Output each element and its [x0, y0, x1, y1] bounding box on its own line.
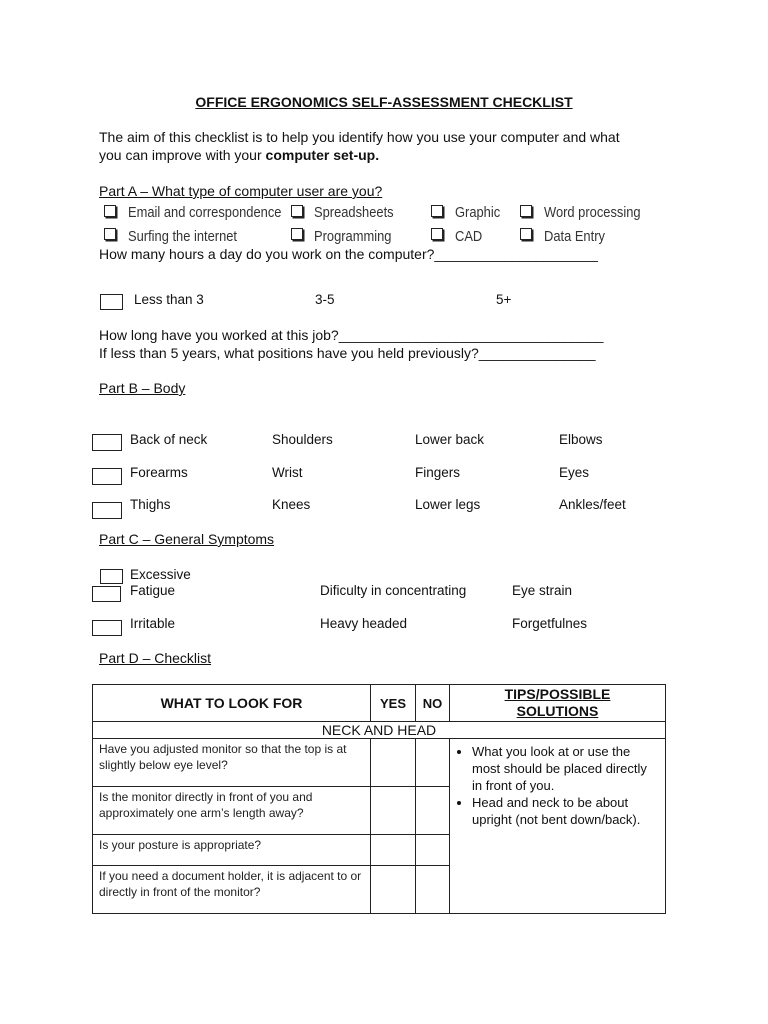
- yes-cell[interactable]: [371, 739, 416, 787]
- checkbox-surfing[interactable]: [104, 228, 116, 240]
- intro-line-1: The aim of this checklist is to help you identify how you use your computer and what: [99, 129, 620, 145]
- hours-less-than-3: Less than 3: [134, 292, 204, 307]
- section-row: [93, 722, 666, 739]
- intro-line-2-text: you can improve with your: [99, 147, 266, 163]
- checkbox-symptoms-row-2[interactable]: [92, 620, 122, 636]
- header-no: NO: [416, 685, 450, 722]
- option-programming: Programming: [314, 228, 392, 245]
- checkbox-spreadsheets[interactable]: [291, 205, 303, 217]
- option-surfing: Surfing the internet: [128, 228, 238, 245]
- checkbox-programming[interactable]: [291, 228, 303, 240]
- checkbox-symptoms-row-1[interactable]: [92, 586, 121, 602]
- intro-line-2-bold: computer set-up.: [265, 147, 380, 163]
- question-monitor-height: Have you adjusted monitor so that the top is at slightly below eye level?: [93, 739, 371, 787]
- checkbox-body-row-3[interactable]: [92, 502, 122, 519]
- tips-cell: [450, 739, 666, 914]
- section-neck-and-head: NECK AND HEAD: [93, 722, 666, 739]
- checkbox-cad[interactable]: [431, 228, 443, 240]
- header-what-to-look-for: WHAT TO LOOK FOR: [93, 685, 371, 722]
- body-elbows: Elbows: [559, 432, 603, 447]
- hours-question: How many hours a day do you work on the computer?_____________________: [99, 246, 598, 262]
- no-cell[interactable]: [416, 866, 450, 914]
- option-spreadsheets: Spreadsheets: [314, 204, 394, 221]
- part-d-heading: Part D – Checklist: [99, 650, 212, 666]
- body-back-of-neck: Back of neck: [130, 432, 208, 447]
- body-ankles-feet: Ankles/feet: [559, 497, 626, 512]
- body-fingers: Fingers: [415, 465, 461, 480]
- tip-item: • What you look at or use the most should be placed directly in front of you.: [472, 743, 659, 794]
- checkbox-body-row-1[interactable]: [92, 434, 122, 451]
- question-posture: Is your posture is appropriate?: [93, 835, 371, 866]
- symptom-eye-strain: Eye strain: [512, 583, 573, 598]
- previous-positions-question: If less than 5 years, what positions have you held previously?_______________: [99, 345, 596, 361]
- body-knees: Knees: [272, 497, 311, 512]
- part-b-heading: Part B – Body: [99, 380, 186, 396]
- yes-cell[interactable]: [371, 835, 416, 866]
- checkbox-graphic[interactable]: [431, 205, 443, 217]
- header-tips-line-1: TIPS/POSSIBLE: [504, 686, 611, 702]
- part-c-heading: Part C – General Symptoms: [99, 531, 275, 547]
- yes-cell[interactable]: [371, 866, 416, 914]
- symptom-fatigue: Fatigue: [130, 583, 176, 598]
- symptom-concentrating: Dificulty in concentrating: [320, 583, 467, 598]
- question-document-holder: If you need a document holder, it is adjacent to or directly in front of the monitor?: [93, 866, 371, 914]
- yes-cell[interactable]: [371, 787, 416, 835]
- header-yes: YES: [371, 685, 416, 722]
- checkbox-symptoms-top[interactable]: [100, 569, 123, 584]
- hours-3-5: 3-5: [315, 292, 335, 307]
- option-graphic: Graphic: [455, 204, 501, 221]
- tips-list: [458, 743, 659, 828]
- hours-5-plus: 5+: [496, 292, 512, 307]
- symptom-excessive: Excessive: [130, 567, 191, 582]
- body-lower-legs: Lower legs: [415, 497, 481, 512]
- table-row: [93, 739, 666, 787]
- tip-item: • Head and neck to be about upright (not bent down/back).: [472, 794, 659, 828]
- header-tips-line-2: SOLUTIONS: [516, 703, 599, 719]
- intro-line-2: [99, 147, 379, 163]
- body-shoulders: Shoulders: [272, 432, 333, 447]
- body-lower-back: Lower back: [415, 432, 485, 447]
- option-cad: CAD: [455, 228, 483, 245]
- checkbox-hours[interactable]: [100, 294, 123, 310]
- option-email: Email and correspondence: [128, 204, 282, 221]
- job-duration-question: How long have you worked at this job?__________________________________: [99, 327, 604, 343]
- option-word-processing: Word processing: [544, 204, 641, 221]
- symptom-heavy-headed: Heavy headed: [320, 616, 408, 631]
- body-thighs: Thighs: [130, 497, 171, 512]
- page-title: OFFICE ERGONOMICS SELF-ASSESSMENT CHECKLIST: [195, 94, 573, 110]
- checkbox-body-row-2[interactable]: [92, 468, 122, 485]
- body-wrist: Wrist: [272, 465, 303, 480]
- symptom-irritable: Irritable: [130, 616, 176, 631]
- checklist-table: [92, 684, 666, 914]
- symptom-forgetfulness: Forgetfulnes: [512, 616, 588, 631]
- header-tips: [450, 685, 666, 722]
- option-data-entry: Data Entry: [544, 228, 605, 245]
- no-cell[interactable]: [416, 739, 450, 787]
- no-cell[interactable]: [416, 835, 450, 866]
- checkbox-word-processing[interactable]: [520, 205, 532, 217]
- checkbox-email[interactable]: [104, 205, 116, 217]
- question-monitor-distance: Is the monitor directly in front of you and approximately one arm’s length away?: [93, 787, 371, 835]
- body-forearms: Forearms: [130, 465, 188, 480]
- body-eyes: Eyes: [559, 465, 590, 480]
- no-cell[interactable]: [416, 787, 450, 835]
- checkbox-data-entry[interactable]: [520, 228, 532, 240]
- part-a-heading: Part A – What type of computer user are you?: [99, 183, 383, 199]
- table-header-row: [93, 685, 666, 722]
